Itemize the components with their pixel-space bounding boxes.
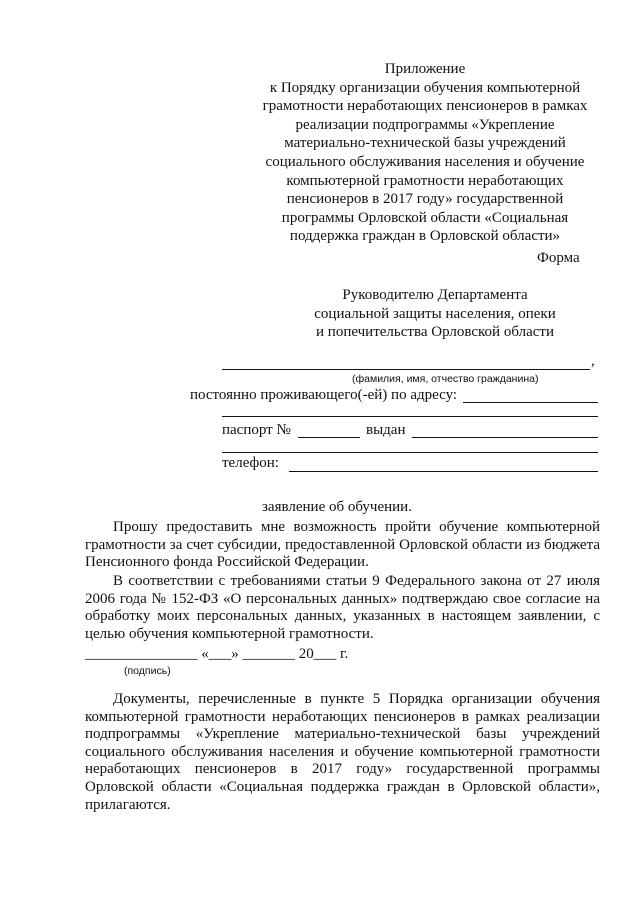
request-text: Прошу предоставить мне возможность пройти обучение компьютерной грамотности за счет субсидии, предоставленной Орловской области из бюджета Пенсионного фонда Российской Федерации. xyxy=(85,519,600,571)
consent-paragraph xyxy=(85,573,600,643)
appendix-line: компьютерной грамотности неработающих xyxy=(286,172,564,189)
recipient-line: Руководителю Департамента xyxy=(342,287,528,303)
full-name-field[interactable] xyxy=(222,369,590,370)
address-label: постоянно проживающего(-ей) по адресу: xyxy=(190,387,458,403)
documents-text: Документы, перечисленные в пункте 5 Порядка организации обучения компьютерной грамотности неработающих пенсионеров в рамках реализации подпрограммы «Укрепление материально-технической базы учреждений социального обслуживания населения и обучение компьютерной грамотности неработающих пенсионеров в 2017 году» государственной программы Орловской области «Социальная поддержка граждан в Орловской области», прилагаются. xyxy=(85,691,600,813)
appendix-line: грамотности неработающих пенсионеров в рамках xyxy=(262,98,588,115)
recipient-block xyxy=(290,286,580,342)
recipient-line: социальной защиты населения, опеки xyxy=(314,305,556,322)
signature-date-line[interactable]: _______________ «___» _______ 20___ г. xyxy=(85,646,349,662)
issued-by-field-line-2[interactable] xyxy=(222,452,598,453)
appendix-header xyxy=(250,60,600,246)
address-field[interactable] xyxy=(463,402,598,403)
documents-paragraph xyxy=(85,691,600,814)
passport-number-field[interactable] xyxy=(298,437,360,438)
name-comma: , xyxy=(591,353,595,369)
consent-text: В соответствии с требованиями статьи 9 Федерального закона от 27 июля 2006 года № 152-ФЗ «О персональных данных» подтверждаю свое согласие на обработку моих персональных данных, указанных в настоящем заявлении, с целью обучения компьютерной грамотности. xyxy=(85,573,600,642)
phone-field[interactable] xyxy=(289,471,598,472)
appendix-line: реализации подпрограммы «Укрепление xyxy=(295,116,555,133)
passport-label: паспорт № xyxy=(222,422,291,438)
full-name-hint: (фамилия, имя, отчество гражданина) xyxy=(352,373,539,385)
issued-by-field[interactable] xyxy=(412,437,598,438)
appendix-line: Приложение xyxy=(384,61,466,77)
appendix-line: социального обслуживания населения и обучение xyxy=(265,153,585,170)
appendix-line: поддержка граждан в Орловской области» xyxy=(289,228,561,245)
recipient-line: и попечительства Орловской области xyxy=(316,324,554,341)
statement-title: заявление об обучении. xyxy=(262,499,412,515)
address-field-line-2[interactable] xyxy=(222,416,598,417)
appendix-line: программы Орловской области «Социальная xyxy=(281,209,569,226)
appendix-line: материально-технической базы учреждений xyxy=(284,135,566,152)
appendix-line: к Порядку организации обучения компьютерной xyxy=(269,79,581,96)
issued-label: выдан xyxy=(366,422,406,438)
form-label: Форма xyxy=(537,250,580,266)
phone-label: телефон: xyxy=(222,455,279,471)
request-paragraph xyxy=(85,519,600,572)
appendix-line: пенсионеров в 2017 году» государственной xyxy=(286,191,564,208)
signature-hint: (подпись) xyxy=(124,665,171,677)
